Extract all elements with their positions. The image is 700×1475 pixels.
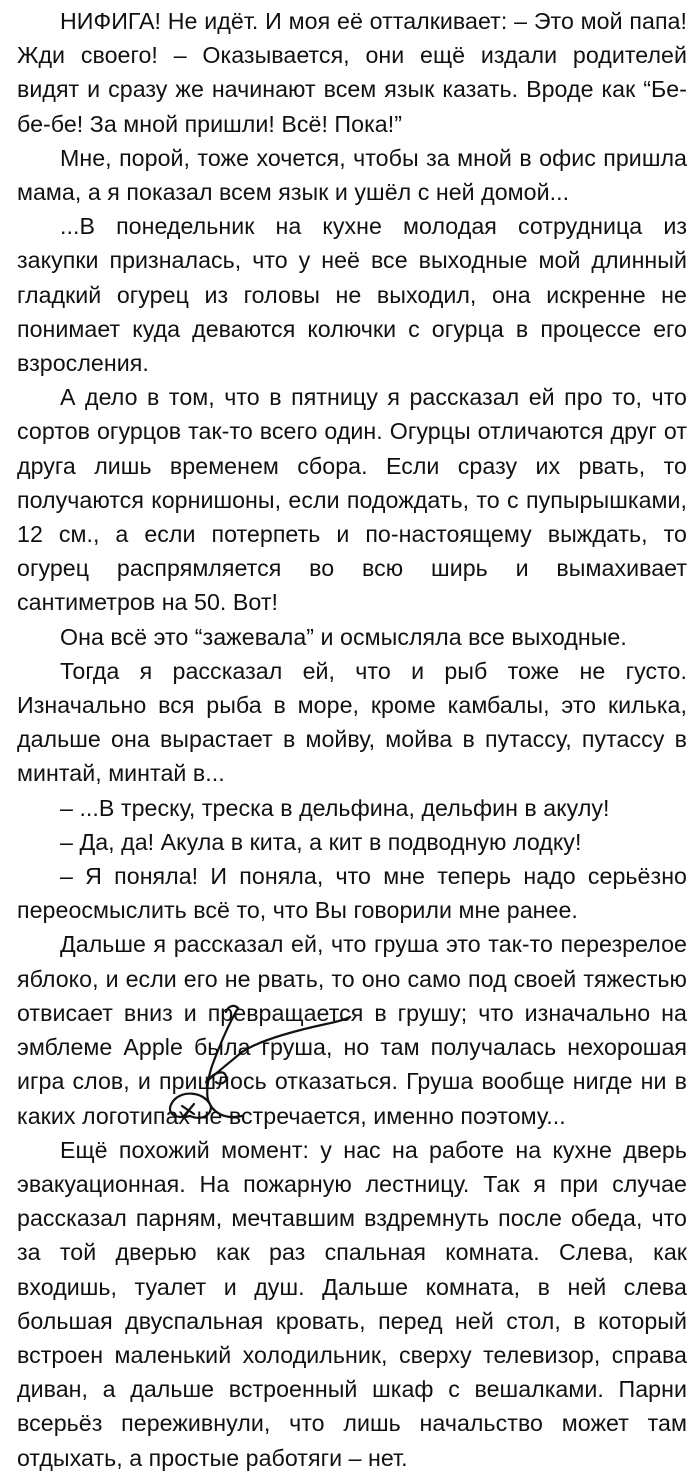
dialogue-line: – ...В треску, треска в дельфина, дельфин в акулу! — [60, 794, 610, 821]
paragraph: Мне, порой, тоже хочется, чтобы за мной в офис пришла мама, а я показал всем язык и ушёл с ней домой... — [17, 144, 687, 206]
dialogue-line: – Я поняла! И поняла, что мне теперь надо серьёзно переосмыслить всё то, что Вы говорили мне ранее. — [17, 863, 687, 924]
paragraph: НИФИГА! Не идёт. И моя её отталкивает: – Это мой папа! Жди своего! – Оказывается, они ещё издали родителей видят и сразу же начинают всем язык казать. Вроде как “Бе-бе-бе! За мной пришли! Всё! Пока!” — [17, 8, 687, 137]
paragraph: Тогда я рассказал ей, что и рыб тоже не густо. Изначально вся рыба в море, кроме камбалы, это килька, дальше она вырастает в мойву, мойва в путассу, путассу в минтай, минтай в... — [17, 657, 687, 787]
dialogue-line: – Да, да! Акула в кита, а кит в подводную лодку! — [60, 828, 582, 855]
paragraph: А дело в том, что в пятницу я рассказал ей про то, что сортов огурцов так-то всего один. Огурцы отличаются друг от друга лишь временем сбора. Если сразу их рвать, то получаются корнишоны, если подождать, то с пупырышками, 12 см., а если потерпеть и по-настоящему выждать, то огурец распрямляется во всю ширь и вымахивает сантиметров на 50. Вот! — [17, 384, 687, 616]
paragraph: Она всё это “зажевала” и осмысляла все выходные. — [60, 623, 627, 650]
paragraph: Дальше я рассказал ей, что груша это так-то перезрелое яблоко, и если его не рвать, то оно само под своей тяжестью отвисает вниз и превращается в грушу; что изначально на эмблеме Apple была груша, но там получалась нехорошая игра слов, и пришлось отказаться. Груша вообще нигде ни в каких логотипах не встречается, именно поэтому... — [17, 931, 687, 1129]
paragraph: Ещё похожий момент: у нас на работе на кухне дверь эвакуационная. На пожарную лестницу. Так я при случае рассказал парням, мечтавшим вздремнуть после обеда, что за той дверью как раз спальная комната. Слева, как входишь, туалет и душ. Дальше комната, в ней слева большая двуспальная кровать, перед ней стол, в который встроен маленький холодильник, сверху телевизор, справа диван, а дальше встроенный шкаф с вешалками. Парни всерьёз переживнули, что лишь начальство может там отдыхать, а простые работяги – нет. — [17, 1136, 687, 1471]
document-body — [17, 4, 687, 1475]
handwritten-signature-icon — [150, 1000, 360, 1132]
paragraph: ...В понедельник на кухне молодая сотрудница из закупки призналась, что у неё все выходные мой длинный гладкий огурец из головы не выходил, она искренне не понимает куда деваются колючки с огурца в процессе его взросления. — [17, 213, 687, 377]
